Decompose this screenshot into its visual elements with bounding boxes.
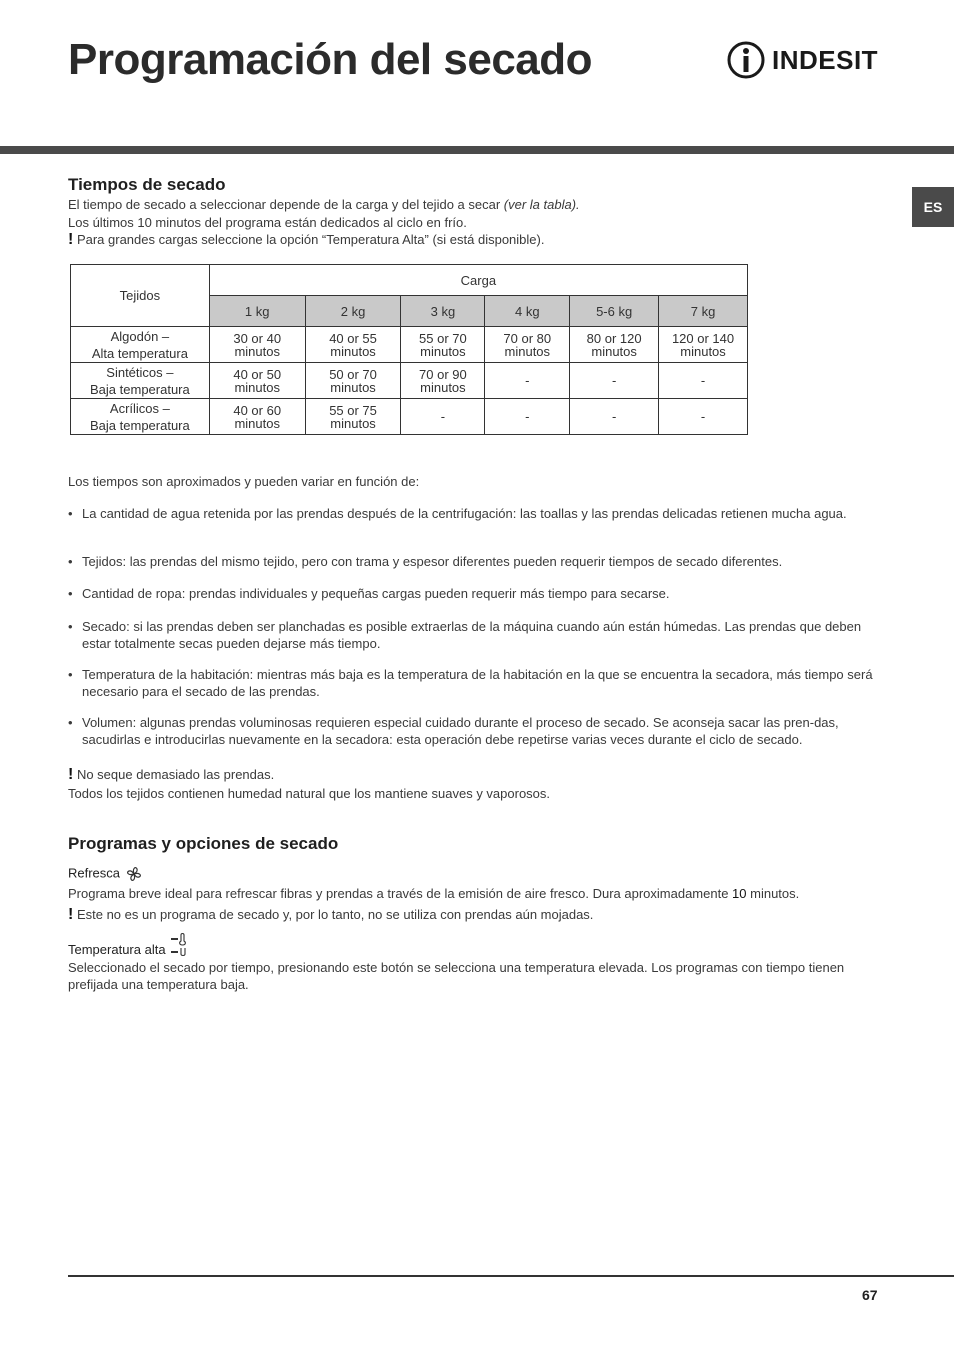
bullet-text: La cantidad de agua retenida por las prendas después de la centrifugación: las toallas y las prendas delicadas retienen mucha agua. [82,506,847,521]
list-item [68,618,888,652]
fabric-name: Sintéticos – [106,364,174,380]
time-value: - [700,373,706,388]
time-value: 40 or 60 [233,402,282,418]
bullet-text: Cantidad de ropa: prendas individuales y pequeñas cargas pueden requerir más tiempo para secarse. [82,586,670,601]
list-item [68,585,888,602]
refresca-warning [68,906,888,923]
refresca-warning-text: Este no es un programa de secado y, por lo tanto, no se utiliza con prendas aún mojadas. [73,907,594,922]
warning-mark: ! [68,766,74,783]
time-value: - [611,373,617,388]
bullet-text: Secado: si las prendas deben ser planchadas es posible extraerlas de la máquina cuando aún están húmedas. Las prendas que deben estar totalmente secas pueden dejarse más tiempo. [82,619,862,651]
time-cell [570,399,659,435]
intro-line-1-italic: (ver la tabla). [503,197,580,212]
time-value: - [525,373,530,388]
time-unit: minutos [330,415,376,431]
bullet-icon: • [68,506,73,521]
time-cell [659,363,748,399]
time-value: 30 or 40 [233,330,282,346]
time-value: 70 or 90 [419,366,467,382]
fabric-temp: Baja temperatura [90,417,190,433]
warning-mark: ! [68,906,74,923]
section-heading-tiempos: Tiempos de secado [68,175,226,194]
time-cell [485,363,570,399]
fabric-temp: Baja temperatura [90,381,190,397]
high-temperature-icon [169,930,193,958]
bullet-text: Temperatura de la habitación: mientras más baja es la temperatura de la habitación en la que se encuentra la secadora, más tiempo será necesario para el secado de las prendas. [82,667,873,699]
time-cell [305,363,401,399]
load-column-header: 1 kg [209,296,305,327]
refresh-fan-icon [124,864,144,884]
temperatura-label: Temperatura alta [68,942,166,957]
time-cell [401,399,485,435]
table-row [71,399,748,435]
time-cell [401,363,485,399]
intro-line-3 [68,231,888,248]
load-column-header: 4 kg [485,296,570,327]
table-row [71,363,748,399]
time-cell [570,363,659,399]
moisture-note: Todos los tejidos contienen humedad natural que los mantiene suaves y vaporosos. [68,786,551,801]
header-divider [0,146,954,154]
intro-line-1 [68,196,888,213]
overdry-warning [68,766,888,783]
refresca-duration: 10 [732,886,747,901]
intro-line-2: Los últimos 10 minutos del programa están dedicados al ciclo en frío. [68,215,467,230]
refresca-description [68,885,888,902]
time-cell [659,327,748,363]
time-value: 80 or 120 [586,330,642,346]
overdry-warning-text: No seque demasiado las prendas. [73,767,275,782]
time-unit: minutos [330,343,376,359]
time-value: 40 or 50 [233,366,282,382]
list-item [68,666,888,700]
page-number: 67 [862,1287,878,1303]
time-unit: minutos [330,379,376,395]
time-cell [209,399,305,435]
page-title: Programación del secado [68,35,593,84]
brand-wordmark: INDESIT [772,44,879,75]
time-value: - [525,409,530,424]
bullet-icon: • [68,554,73,569]
language-tab: ES [912,187,954,227]
fabric-cell [71,399,210,435]
bullet-icon: • [68,586,73,601]
time-value: - [700,409,706,424]
refresca-text-end: minutos. [746,886,800,901]
load-column-header: 3 kg [401,296,485,327]
time-cell [659,399,748,435]
time-unit: minutos [680,343,726,359]
time-cell [209,327,305,363]
brand-logo [726,40,878,80]
time-unit: minutos [234,379,280,395]
refresca-title [68,864,888,884]
intro-line-3-text: Para grandes cargas seleccione la opción “Temperatura Alta” (si está disponible). [73,232,545,247]
time-cell [401,327,485,363]
time-value: - [611,409,617,424]
time-unit: minutos [420,343,466,359]
notes-intro: Los tiempos son aproximados y pueden variar en función de: [68,474,420,489]
load-column-header: 5-6 kg [570,296,659,327]
temperatura-description: Seleccionado el secado por tiempo, presionando este botón se selecciona una temperatura elevada. Los programas con tiempo tienen prefijada una temperatura baja. [68,960,845,992]
warning-mark: ! [68,231,74,248]
table-header-row [71,265,748,296]
brand-i-icon [726,40,766,80]
time-unit: minutos [591,343,637,359]
time-cell [305,399,401,435]
time-cell [485,327,570,363]
time-unit: minutos [420,379,466,395]
time-value: 40 or 55 [329,330,377,346]
time-value: 50 or 70 [329,366,377,382]
bullet-icon: • [68,715,73,730]
time-value: 55 or 75 [329,402,377,418]
bullet-icon: • [68,619,73,634]
time-value: 70 or 80 [503,330,552,346]
time-unit: minutos [234,343,280,359]
section-heading-programas: Programas y opciones de secado [68,834,339,853]
list-item [68,505,888,522]
time-unit: minutos [234,415,280,431]
temperatura-title [68,941,888,958]
fabric-name: Algodón – [110,328,170,344]
tejidos-header: Tejidos [71,265,210,327]
bullet-icon: • [68,667,73,682]
time-value: - [440,409,446,424]
time-cell [305,327,401,363]
intro-line-1-text: El tiempo de secado a seleccionar depende de la carga y del tejido a secar [68,197,504,212]
time-cell [570,327,659,363]
time-value: 55 or 70 [419,330,467,346]
refresca-label: Refresca [68,865,121,881]
table-row [71,327,748,363]
carga-header: Carga [209,265,747,296]
list-item [68,714,888,748]
time-cell [209,363,305,399]
bullet-text: Volumen: algunas prendas voluminosas requieren especial cuidado durante el proceso de secado. Se aconseja sacar las pren-das, sacudirlas e introducirlas nuevamente en la secadora: esta operación debe repetirse varias veces durante el ciclo de secado. [82,715,839,747]
time-cell [485,399,570,435]
fabric-cell [71,327,210,363]
drying-times-table [70,264,748,435]
load-column-header: 7 kg [659,296,748,327]
time-value: 120 or 140 [671,330,735,346]
time-unit: minutos [504,343,551,359]
footer-divider [68,1275,954,1277]
bullet-text: Tejidos: las prendas del mismo tejido, pero con trama y espesor diferentes pueden requerir tiempos de secado diferentes. [82,554,783,569]
fabric-temp: Alta temperatura [91,345,188,361]
fabric-name: Acrílicos – [109,400,170,416]
refresca-text: Programa breve ideal para refrescar fibras y prendas a través de la emisión de aire fresco. Dura aproximadamente [68,886,733,901]
load-column-header: 2 kg [305,296,401,327]
list-item [68,553,888,570]
fabric-cell [71,363,210,399]
